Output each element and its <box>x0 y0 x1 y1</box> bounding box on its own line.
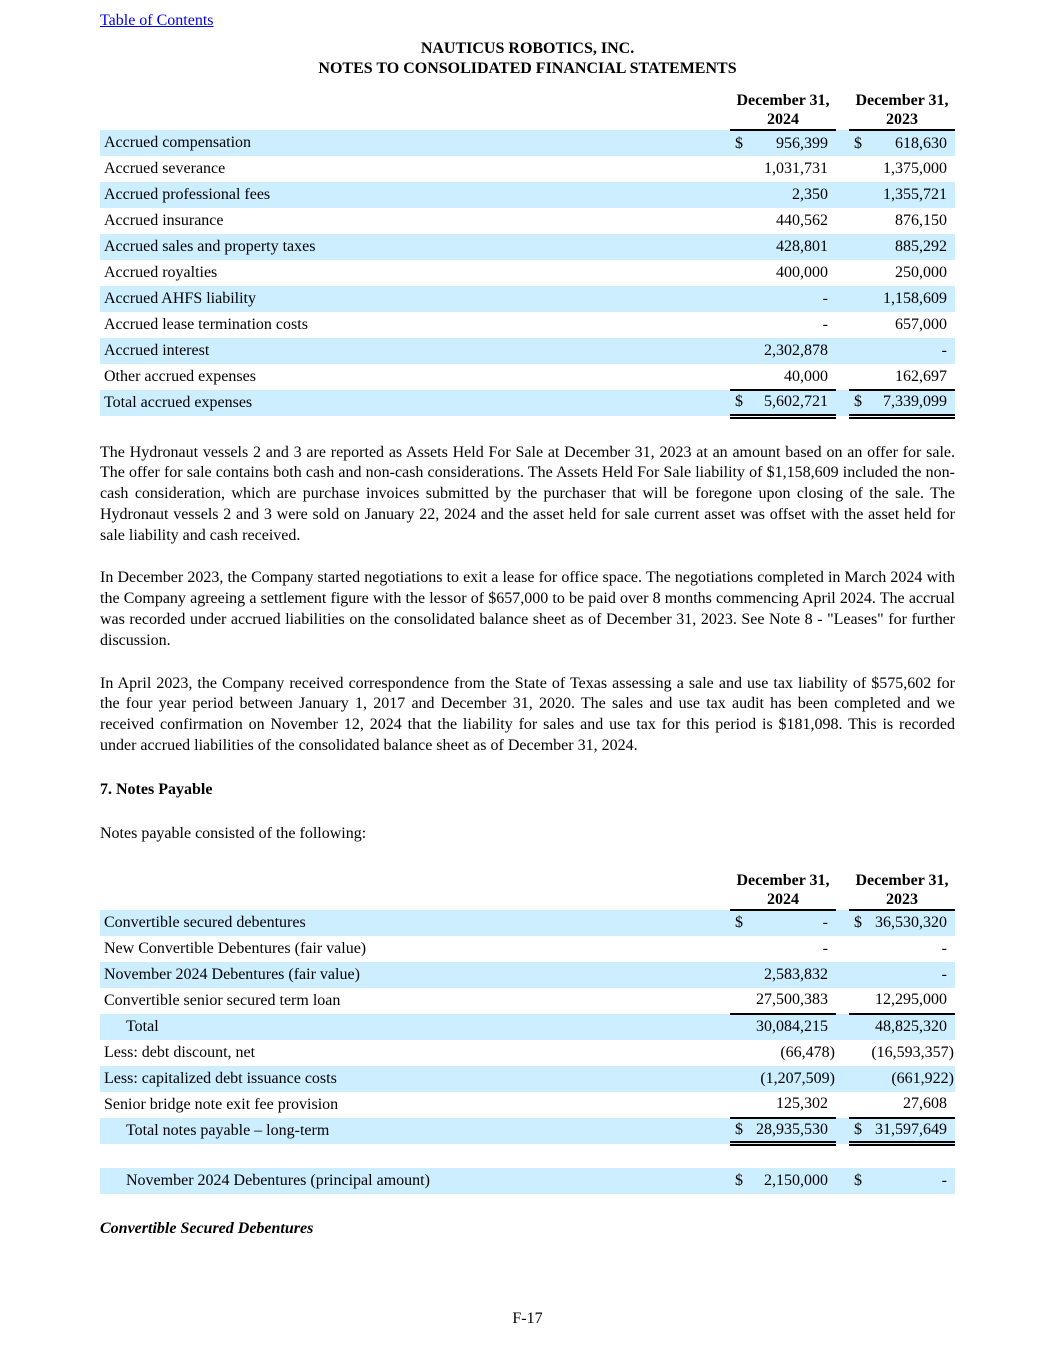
amount-col-2 <box>849 130 955 156</box>
amount-value: - <box>941 1172 947 1190</box>
dollar-sign: $ <box>735 1121 743 1139</box>
amount-value: 27,608 <box>903 1095 947 1113</box>
amount-value: 7,339,099 <box>883 393 947 411</box>
row-label: November 2024 Debentures (principal amount) <box>100 1168 730 1194</box>
row-label: Accrued insurance <box>104 212 224 229</box>
gap-cell <box>836 1040 849 1066</box>
header-gap <box>836 871 849 910</box>
amount-col-2 <box>849 988 955 1014</box>
amount-col-1 <box>730 988 836 1014</box>
row-label: Total <box>100 1014 730 1040</box>
amount-col-1 <box>730 910 836 936</box>
accrued-expenses-table <box>100 91 955 419</box>
row-label: Accrued sales and property taxes <box>100 234 730 260</box>
amount-value: 2,150,000 <box>764 1172 828 1190</box>
amount-value: - <box>941 965 947 983</box>
amount-value: - <box>822 316 828 333</box>
gap-cell <box>836 988 849 1014</box>
amount-col-1 <box>730 936 836 962</box>
column-header: December 31, 2023 <box>849 871 955 910</box>
gap-cell <box>836 910 849 936</box>
amount-col-1 <box>730 260 836 286</box>
amount-col-1 <box>730 962 836 988</box>
amount-value: - <box>941 939 947 957</box>
amount-col-2 <box>849 962 955 988</box>
amount-col-1 <box>730 390 836 416</box>
amount-value: (1,207,509) <box>760 1069 835 1087</box>
table-row <box>100 260 955 286</box>
amount-value: - <box>822 290 828 307</box>
amount-col-2 <box>849 338 955 364</box>
amount-value: - <box>941 342 947 359</box>
row-label: Senior bridge note exit fee provision <box>104 1095 339 1113</box>
document-header <box>100 39 955 79</box>
company-name: NAUTICUS ROBOTICS, INC. <box>420 40 635 57</box>
row-label: Accrued AHFS liability <box>100 286 730 312</box>
amount-value: 12,295,000 <box>875 991 947 1009</box>
row-label: Less: capitalized debt issuance costs <box>100 1066 730 1092</box>
dollar-sign: $ <box>735 134 743 152</box>
breadcrumb <box>100 12 955 30</box>
amount-col-2 <box>849 260 955 286</box>
amount-col-1 <box>730 208 836 234</box>
table-row <box>100 338 955 364</box>
row-label: Total notes payable – long-term <box>100 1118 730 1144</box>
amount-value: 1,031,731 <box>764 160 828 177</box>
amount-col-1 <box>730 1092 836 1118</box>
amount-value: 162,697 <box>895 367 947 385</box>
table-row <box>100 234 955 260</box>
amount-value: 2,350 <box>792 186 828 203</box>
header-spacer <box>100 871 730 910</box>
amount-col-2 <box>849 1168 955 1194</box>
principal-amount-table <box>100 1168 955 1194</box>
row-label: Accrued royalties <box>104 264 218 281</box>
amount-col-1 <box>730 182 836 208</box>
row-label: Accrued severance <box>104 160 226 177</box>
column-header: December 31, 2024 <box>730 91 836 130</box>
amount-col-1 <box>730 364 836 390</box>
amount-value: 428,801 <box>776 238 828 255</box>
amount-col-1 <box>730 1168 836 1194</box>
row-label: Convertible secured debentures <box>100 910 730 936</box>
notes-payable-intro: Notes payable consisted of the following: <box>100 824 367 842</box>
gap-cell <box>836 390 849 416</box>
header-gap <box>836 91 849 130</box>
dollar-sign: $ <box>854 134 862 152</box>
amount-value: 250,000 <box>895 264 947 281</box>
table-row <box>100 390 955 416</box>
gap-cell <box>836 156 849 182</box>
gap-cell <box>836 130 849 156</box>
column-header: December 31, 2023 <box>849 91 955 130</box>
amount-value: 876,150 <box>895 212 947 229</box>
amount-col-2 <box>849 1092 955 1118</box>
paragraph-hydronaut: The Hydronaut vessels 2 and 3 are reported as Assets Held For Sale at December 31, 2023 at an amount based on an offer for sale. The offer for sale contains both cash and non-cash considerations. The Assets Held For Sale liability of $1,158,609 included the non-cash consideration, which are purchase invoices submitted by the purchaser that will be foregone upon closing of the sale. The Hydronaut vessels 2 and 3 were sold on January 22, 2024 and the asset held for sale current asset was offset with the asset held for sale liability and cash received. <box>100 443 955 544</box>
amount-col-2 <box>849 234 955 260</box>
dollar-sign: $ <box>854 1172 862 1190</box>
table-row <box>100 1118 955 1144</box>
paragraph-texas-tax: In April 2023, the Company received correspondence from the State of Texas assessing a sale and use tax liability of $575,602 for the four year period between January 1, 2017 and December 31, 2020. The sales and use tax audit has been completed and we received confirmation on November 12, 2024 that the liability for sales and use tax for this period is $181,098. This is recorded under accrued liabilities of the consolidated balance sheet as of December 31, 2024. <box>100 674 955 755</box>
table-row <box>100 130 955 156</box>
amount-col-2 <box>849 312 955 338</box>
amount-col-2 <box>849 910 955 936</box>
amount-value: 27,500,383 <box>756 991 828 1009</box>
table-row <box>100 364 955 390</box>
amount-col-1 <box>730 1118 836 1144</box>
amount-value: 125,302 <box>776 1095 828 1113</box>
amount-value: 5,602,721 <box>764 393 828 411</box>
gap-cell <box>836 1066 849 1092</box>
amount-col-1 <box>730 156 836 182</box>
amount-col-1 <box>730 1014 836 1040</box>
amount-value: 440,562 <box>776 212 828 229</box>
table-row <box>100 1092 955 1118</box>
amount-col-1 <box>730 1040 836 1066</box>
amount-col-2 <box>849 156 955 182</box>
row-label: November 2024 Debentures (fair value) <box>100 962 730 988</box>
amount-col-1 <box>730 338 836 364</box>
amount-value: - <box>822 939 828 957</box>
page-number: F-17 <box>512 1310 543 1328</box>
gap-cell <box>836 208 849 234</box>
header-spacer <box>100 91 730 130</box>
financial-table <box>100 91 955 419</box>
dollar-sign: $ <box>735 914 743 932</box>
financial-table <box>100 1168 955 1194</box>
gap-cell <box>836 1118 849 1144</box>
amount-value: - <box>822 914 828 932</box>
dollar-sign: $ <box>735 393 743 411</box>
table-header-row <box>100 871 955 910</box>
amount-value: 48,825,320 <box>875 1018 947 1036</box>
amount-value: 1,375,000 <box>883 160 947 177</box>
gap-cell <box>836 962 849 988</box>
gap-cell <box>836 1168 849 1194</box>
amount-col-2 <box>849 208 955 234</box>
row-label: Convertible senior secured term loan <box>104 991 341 1009</box>
table-row <box>100 182 955 208</box>
table-row <box>100 910 955 936</box>
amount-col-2 <box>849 1014 955 1040</box>
gap-cell <box>836 234 849 260</box>
amount-col-2 <box>849 364 955 390</box>
amount-value: 885,292 <box>895 238 947 255</box>
row-label: Other accrued expenses <box>104 368 256 385</box>
table-row <box>100 936 955 962</box>
amount-col-2 <box>849 1040 955 1066</box>
amount-value: 36,530,320 <box>875 914 947 932</box>
gap-cell <box>836 260 849 286</box>
subsection-heading-convertible-debentures: Convertible Secured Debentures <box>100 1220 314 1238</box>
gap-cell <box>836 1014 849 1040</box>
amount-col-1 <box>730 234 836 260</box>
amount-value: 657,000 <box>895 316 947 333</box>
row-label: Accrued professional fees <box>100 182 730 208</box>
amount-value: 618,630 <box>895 134 947 152</box>
gap-cell <box>836 364 849 390</box>
amount-col-1 <box>730 130 836 156</box>
financial-table <box>100 871 955 1147</box>
table-row <box>100 312 955 338</box>
amount-col-1 <box>730 286 836 312</box>
gap-cell <box>836 338 849 364</box>
amount-value: 1,355,721 <box>883 186 947 203</box>
section-heading-notes-payable: 7. Notes Payable <box>100 780 213 798</box>
amount-col-1 <box>730 1066 836 1092</box>
amount-col-2 <box>849 182 955 208</box>
gap-cell <box>836 1092 849 1118</box>
dollar-sign: $ <box>854 393 862 411</box>
row-label: Accrued interest <box>100 338 730 364</box>
gap-cell <box>836 182 849 208</box>
table-row <box>100 1066 955 1092</box>
amount-value: 2,583,832 <box>764 965 828 983</box>
amount-col-2 <box>849 1118 955 1144</box>
amount-value: 956,399 <box>776 134 828 152</box>
amount-col-2 <box>849 390 955 416</box>
amount-value: 40,000 <box>784 367 828 385</box>
amount-value: (16,593,357) <box>871 1043 954 1061</box>
dollar-sign: $ <box>854 1121 862 1139</box>
table-row <box>100 208 955 234</box>
gap-cell <box>836 286 849 312</box>
amount-value: 31,597,649 <box>875 1121 947 1139</box>
row-label: Accrued lease termination costs <box>104 316 308 333</box>
amount-col-2 <box>849 286 955 312</box>
table-header-row <box>100 91 955 130</box>
amount-value: 400,000 <box>776 264 828 281</box>
amount-value: (661,922) <box>891 1069 954 1087</box>
table-row <box>100 962 955 988</box>
amount-col-2 <box>849 936 955 962</box>
amount-value: 30,084,215 <box>756 1018 828 1036</box>
table-row <box>100 988 955 1014</box>
amount-value: (66,478) <box>780 1043 835 1061</box>
notes-payable-table <box>100 871 955 1147</box>
table-row <box>100 156 955 182</box>
table-row <box>100 1168 955 1194</box>
table-row <box>100 1040 955 1066</box>
dollar-sign: $ <box>735 1172 743 1190</box>
amount-col-2 <box>849 1066 955 1092</box>
table-row <box>100 286 955 312</box>
amount-value: 28,935,530 <box>756 1121 828 1139</box>
row-label: Total accrued expenses <box>100 390 730 416</box>
document-title: NOTES TO CONSOLIDATED FINANCIAL STATEMENTS <box>318 60 737 77</box>
row-label: Less: debt discount, net <box>104 1043 256 1061</box>
row-label: Accrued compensation <box>100 130 730 156</box>
table-of-contents-link[interactable]: Table of Contents <box>100 12 214 29</box>
row-label: New Convertible Debentures (fair value) <box>104 939 367 957</box>
dollar-sign: $ <box>854 914 862 932</box>
amount-value: 1,158,609 <box>883 290 947 307</box>
amount-col-1 <box>730 312 836 338</box>
column-header: December 31, 2024 <box>730 871 836 910</box>
gap-cell <box>836 936 849 962</box>
amount-value: 2,302,878 <box>764 342 828 359</box>
paragraph-lease-exit: In December 2023, the Company started negotiations to exit a lease for office space. The negotiations completed in March 2024 with the Company agreeing a settlement figure with the lessor of $657,000 to be paid over 8 months commencing April 2024. The accrual was recorded under accrued liabilities on the consolidated balance sheet as of December 31, 2023. See Note 8 - "Leases" for further discussion. <box>100 569 955 649</box>
table-row <box>100 1014 955 1040</box>
gap-cell <box>836 312 849 338</box>
